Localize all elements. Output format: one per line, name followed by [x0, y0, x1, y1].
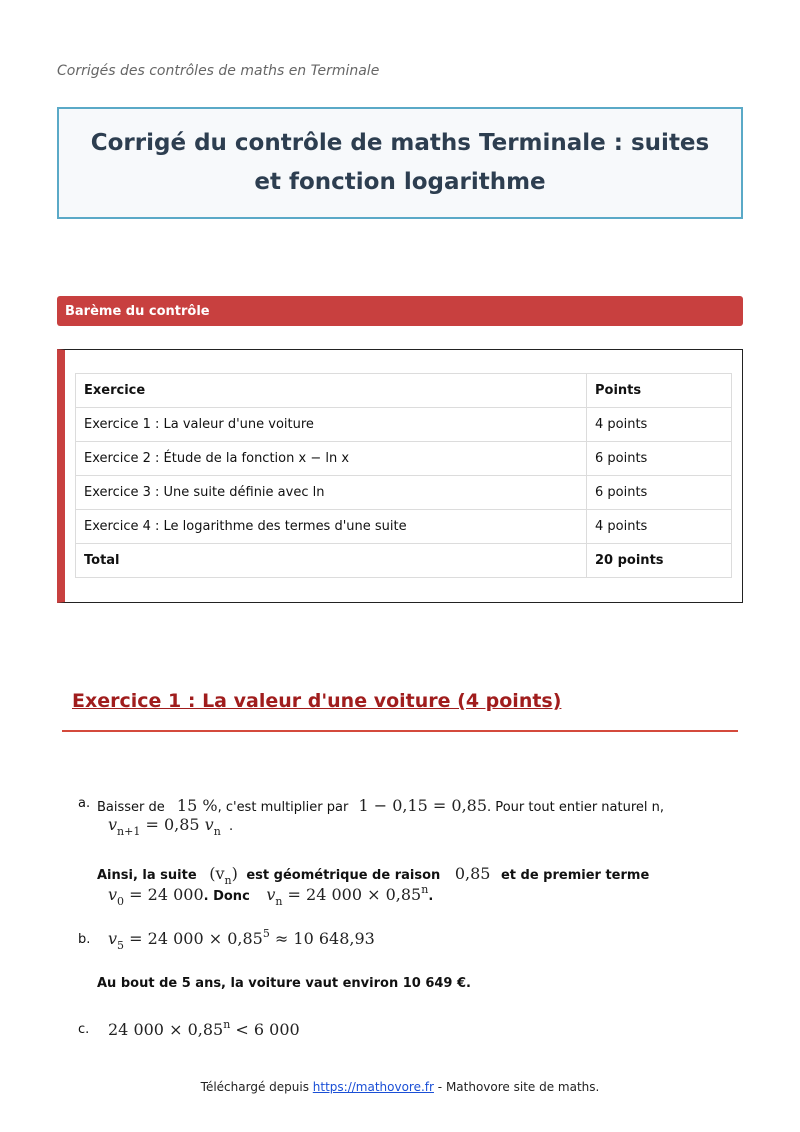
table-row: [76, 442, 732, 476]
footer-prefix: Téléchargé depuis: [200, 1080, 309, 1094]
exercice-cell: Exercice 1 : La valeur d'une voiture: [76, 408, 587, 442]
math-sub: n+1: [117, 825, 141, 838]
item-b-math: [108, 927, 375, 952]
table-header-row: [76, 374, 732, 408]
breadcrumb: Corrigés des contrôles de maths en Terminale: [57, 63, 380, 79]
bareme-table: [75, 373, 732, 578]
item-a-label: a.: [78, 796, 91, 811]
points-cell: 4 points: [587, 408, 732, 442]
math-fragment: [108, 815, 221, 838]
math-var: v: [108, 885, 118, 904]
math-sub: 0: [117, 895, 125, 908]
math-fragment: [266, 883, 429, 908]
math-fragment: 15 %: [176, 796, 218, 815]
bareme-header: Barème du contrôle: [57, 296, 743, 326]
math-expr: 24 000 × 0,85: [108, 1020, 224, 1039]
item-c-label: c.: [78, 1022, 90, 1037]
math-fragment: 1 − 0,15 = 0,85: [358, 796, 488, 815]
math-expr: < 6 000: [235, 1020, 300, 1039]
math-sup: 5: [262, 927, 270, 940]
exercice-cell: Exercice 3 : Une suite définie avec ln: [76, 476, 587, 510]
points-cell: 4 points: [587, 510, 732, 544]
table-row: [76, 476, 732, 510]
text-fragment: .: [228, 819, 234, 834]
bareme-table-box: [57, 349, 743, 603]
math-paren: ): [231, 864, 238, 883]
text-fragment: et de premier terme: [500, 868, 650, 883]
math-fragment: [108, 927, 375, 952]
text-fragment: . Pour tout entier naturel n,: [487, 800, 665, 815]
math-paren: (v: [209, 864, 225, 883]
item-a-line1: [97, 796, 664, 815]
math-var: v: [266, 885, 276, 904]
exercice-cell: Exercice 4 : Le logarithme des termes d'une suite: [76, 510, 587, 544]
math-expr: = 24 000 × 0,85: [129, 929, 263, 948]
math-sub: n: [275, 895, 283, 908]
item-b-label: b.: [78, 932, 91, 947]
item-c-math: [108, 1018, 300, 1039]
math-sub: n: [213, 825, 221, 838]
text-fragment: .: [428, 889, 434, 904]
math-var: v: [204, 815, 214, 834]
text-fragment: Ainsi, la suite: [97, 868, 197, 883]
table-row: [76, 510, 732, 544]
math-sup: n: [223, 1018, 231, 1031]
item-a-conclusion-line2: [108, 883, 433, 908]
title-box: [57, 107, 743, 219]
text-fragment: . Donc: [203, 889, 250, 904]
table-total-row: [76, 544, 732, 578]
math-var: v: [108, 815, 118, 834]
math-sub: n: [224, 874, 232, 887]
math-expr: = 0,85: [145, 815, 200, 834]
column-header-exercice: Exercice: [76, 374, 587, 408]
math-fragment: [108, 885, 204, 908]
page-title: Corrigé du contrôle de maths Terminale : suites et fonction logarithme: [90, 130, 710, 195]
math-fragment: 0,85: [454, 864, 491, 883]
math-expr: = 24 000 × 0,85: [287, 885, 422, 904]
text-fragment: , c'est multiplier par: [217, 800, 349, 815]
math-expr: ≈ 10 648,93: [274, 929, 375, 948]
table-row: [76, 408, 732, 442]
math-sup: n: [421, 883, 429, 896]
item-a-line2: [108, 815, 233, 838]
column-header-points: Points: [587, 374, 732, 408]
points-cell: 6 points: [587, 476, 732, 510]
points-cell: 6 points: [587, 442, 732, 476]
math-fragment: [209, 864, 238, 887]
math-sub: 5: [117, 939, 125, 952]
item-b-conclusion: Au bout de 5 ans, la voiture vaut environ 10 649 €.: [97, 976, 471, 991]
footer: [0, 1080, 800, 1094]
footer-link[interactable]: https://mathovore.fr: [312, 1080, 434, 1094]
math-expr: = 24 000: [129, 885, 204, 904]
footer-suffix: - Mathovore site de maths.: [437, 1080, 600, 1094]
exercise-1-title: Exercice 1 : La valeur d'une voiture (4 points): [72, 690, 562, 712]
exercise-1-divider: [62, 730, 738, 732]
total-label: Total: [76, 544, 587, 578]
text-fragment: Baisser de: [97, 800, 165, 815]
math-fragment: [108, 1020, 300, 1039]
text-fragment: est géométrique de raison: [246, 868, 441, 883]
exercice-cell: Exercice 2 : Étude de la fonction x − ln x: [76, 442, 587, 476]
total-points: 20 points: [587, 544, 732, 578]
math-var: v: [108, 929, 118, 948]
